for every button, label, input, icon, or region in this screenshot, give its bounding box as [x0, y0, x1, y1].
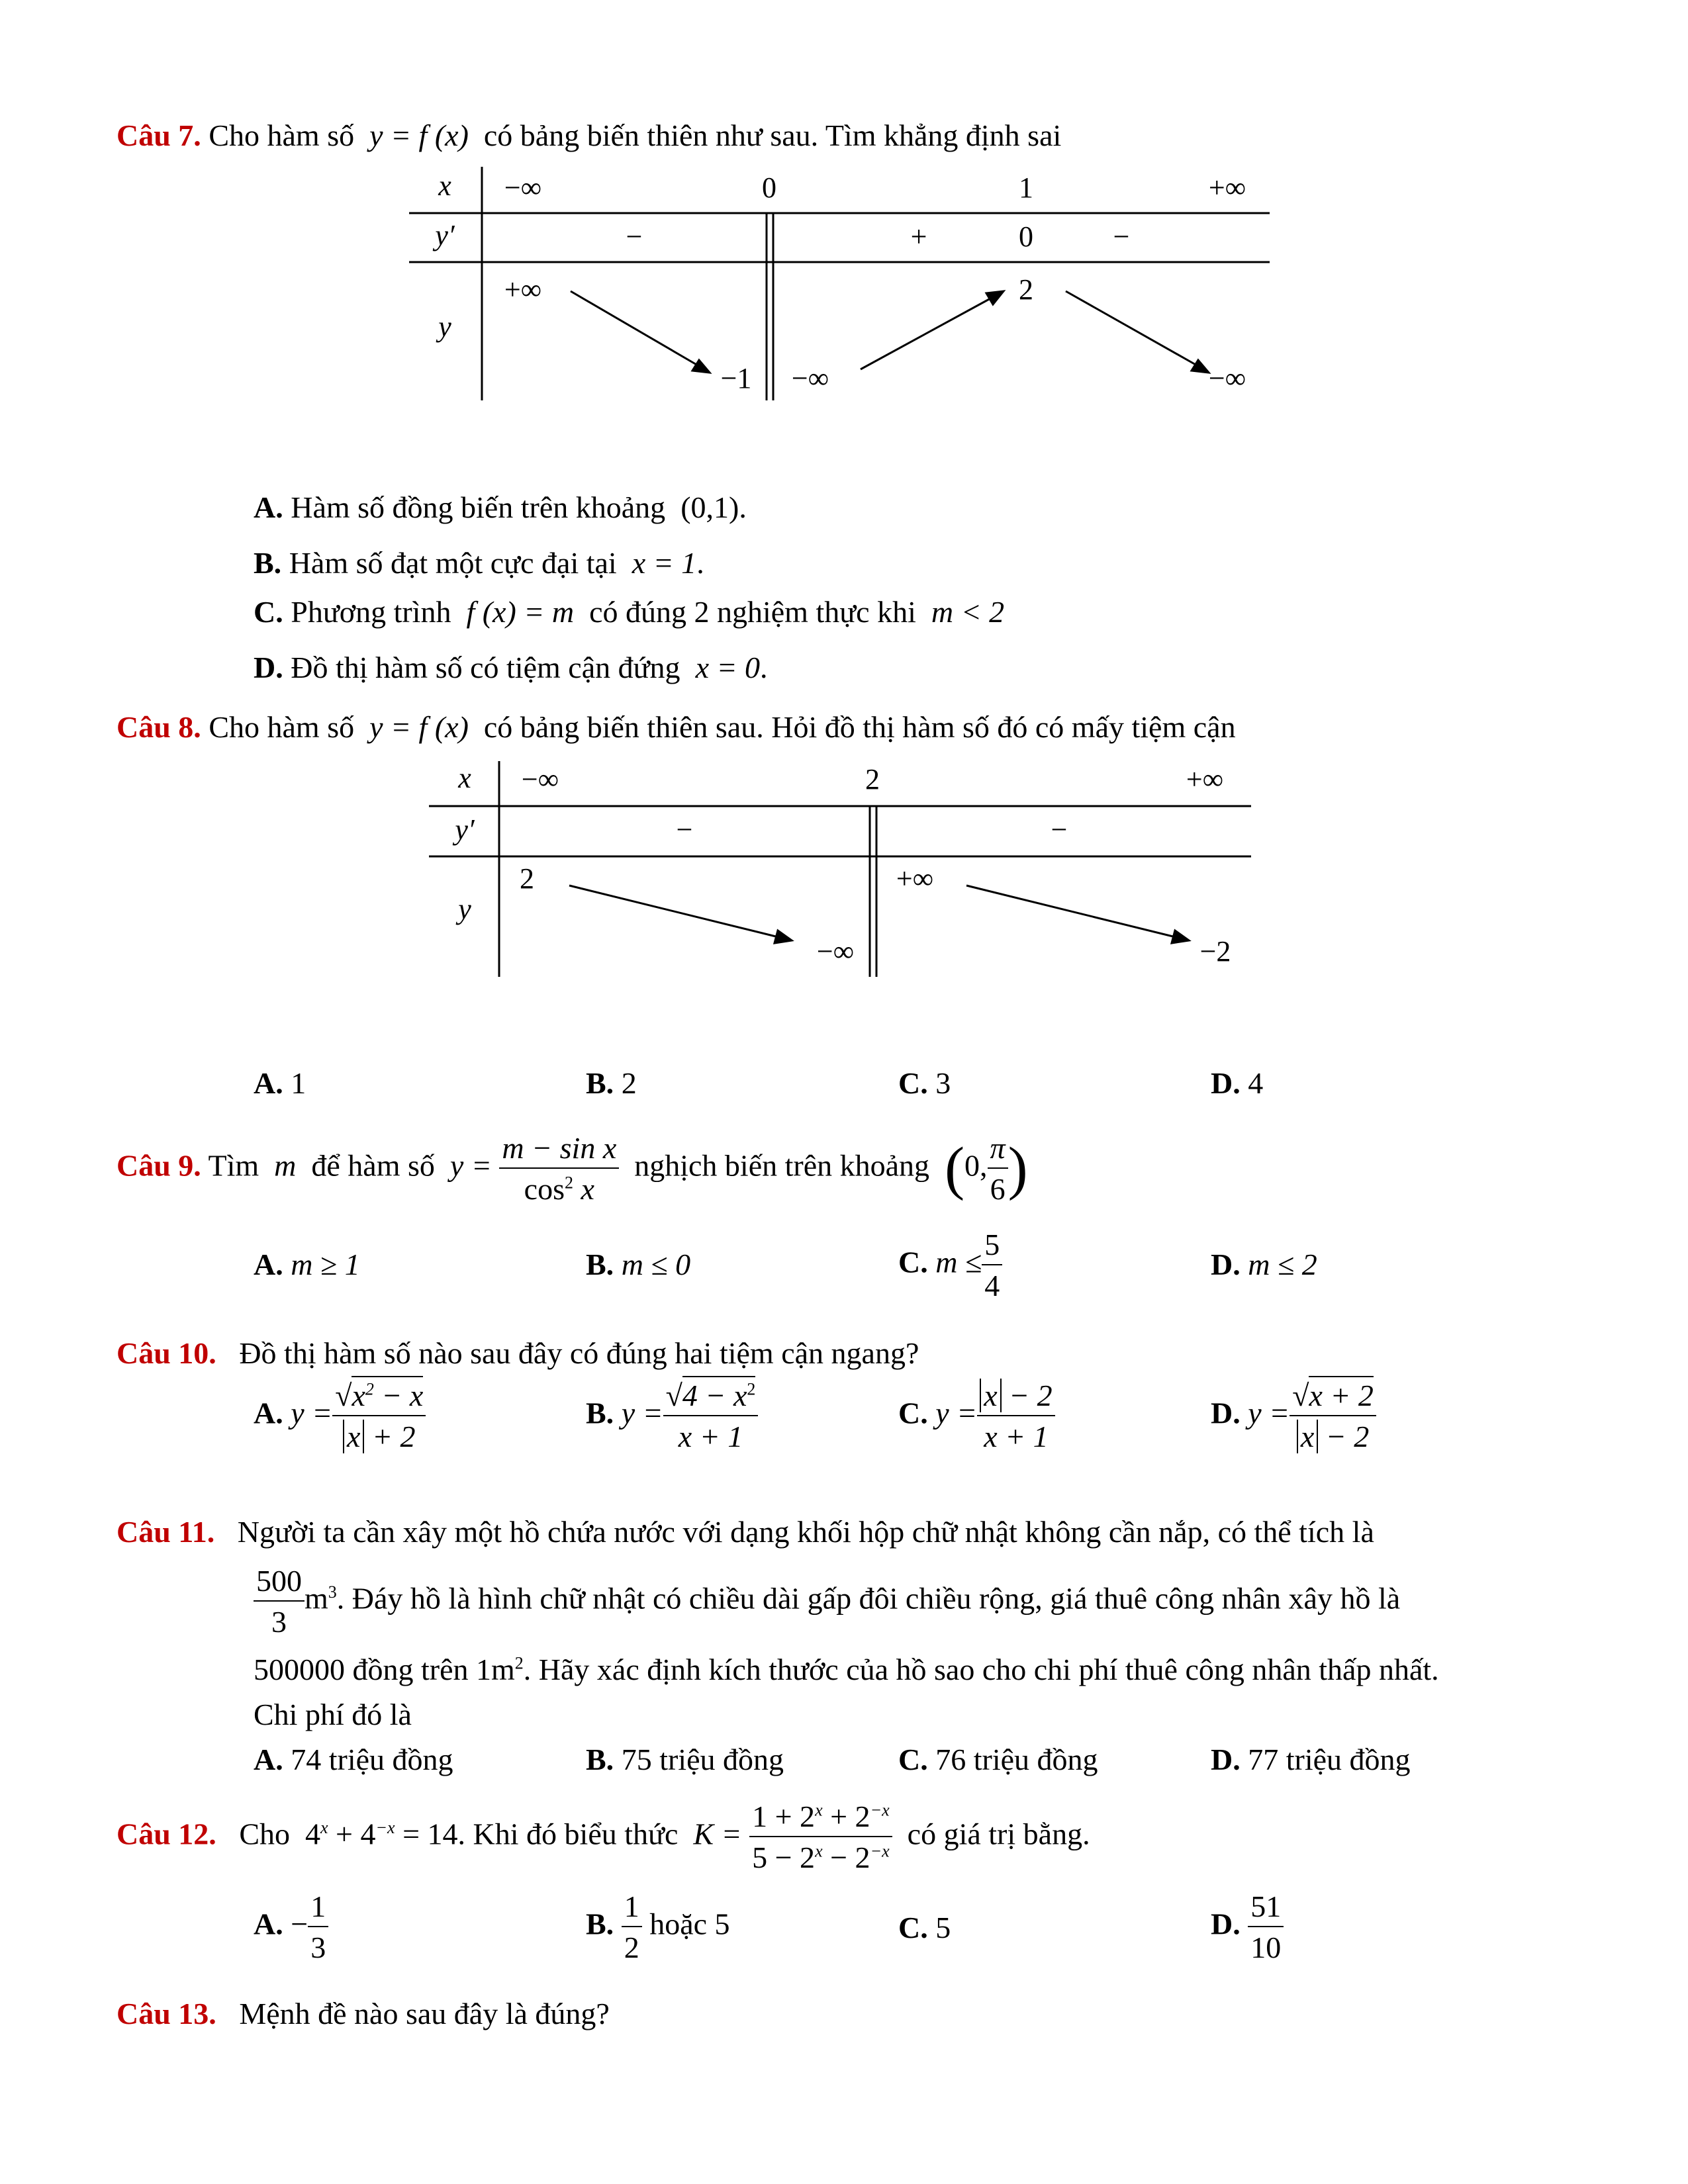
q10-stem: Câu 10. Đồ thị hàm số nào sau đây có đúng hai tiệm cận ngang? — [117, 1336, 919, 1370]
q8-yprime-sign: − — [1051, 813, 1068, 846]
q7-x-val: −∞ — [504, 171, 542, 204]
q7-y-val: +∞ — [504, 273, 542, 306]
q13-label: Câu 13. — [117, 1997, 216, 2030]
q8-yprime-sign: − — [676, 813, 693, 846]
q8-row-yprime: y′ — [455, 813, 475, 846]
q7-y-val: −1 — [720, 362, 752, 394]
q8-row-x: x — [458, 762, 471, 794]
q8-option-b[interactable]: B. 2 — [586, 1066, 637, 1100]
q9-option-c[interactable]: C. m ≤ $\frac{5}{4}$ — [898, 1230, 1002, 1301]
q12-option-b[interactable]: B. $\frac{1}{2}$ hoặc 5 — [586, 1889, 730, 1964]
q8-y-val: −∞ — [816, 935, 855, 968]
q7-x-val: +∞ — [1208, 171, 1246, 204]
q8-arrows — [569, 886, 1189, 943]
q8-x-val: 2 — [865, 763, 880, 796]
q7-option-d[interactable]: D. Đồ thị hàm số có tiệm cận đứng x = 0. — [254, 651, 768, 684]
q12-option-a[interactable]: A. − $\frac{1}{3}$ — [254, 1891, 328, 1963]
q8-variation-table — [0, 728, 1688, 1006]
q9-fraction: $\frac{\text{m − sin x}}{\cos^2 x}$ — [499, 1133, 619, 1205]
q11-option-d[interactable]: D. 77 triệu đồng — [1211, 1743, 1411, 1776]
q9-option-a[interactable]: A. m ≥ 1 — [254, 1248, 360, 1281]
q7-label: Câu 7. — [117, 118, 201, 152]
q7-yprime-sign: + — [910, 220, 927, 253]
q8-y-val: +∞ — [896, 862, 934, 895]
q8-option-a[interactable]: A. 1 — [254, 1066, 306, 1100]
q12-option-d[interactable]: D. $\frac{51}{10}$ — [1211, 1891, 1284, 1963]
q7-option-b[interactable]: B. Hàm số đạt một cực đại tại x = 1. — [254, 546, 704, 580]
q7-y-val: −∞ — [791, 362, 829, 394]
q12-label: Câu 12. — [117, 1817, 216, 1851]
q12-stem: Câu 12. Cho $4^x + 4^{-x} = 14$. Khi đó biểu thức K = $\frac{1 + 2^x + 2^{-x}}{5 - 2^x - 2^{-x}}$ có giá trị bằng. — [117, 1799, 1090, 1874]
q9-stem: Câu 9. Tìm m để hàm số y = $\frac{\text{m − sin x}}{\cos^2 x}$ nghịch biến trên khoảng (0, $\frac{\pi}{6}$ ) — [117, 1131, 1028, 1206]
q7-y-val: −∞ — [1208, 362, 1246, 394]
q11-label: Câu 11. — [117, 1515, 215, 1549]
q11-stem: Câu 11. Người ta cần xây một hồ chứa nước với dạng khối hộp chữ nhật không cần nắp, có thể tích là — [117, 1515, 1374, 1549]
q8-row-y: y — [458, 893, 471, 925]
q7-row-y: y — [438, 310, 451, 343]
q12-fraction: $\frac{1 + 2^x + 2^{-x}}{5 - 2^x - 2^{-x}}$ — [749, 1801, 892, 1873]
q8-stem: Câu 8. Cho hàm số y = f (x) có bảng biến thiên sau. Hỏi đồ thị hàm số đó có mấy tiệm cận — [117, 710, 1236, 744]
q7-option-c[interactable]: C. Phương trình f (x) = m có đúng 2 nghiệm thực khi m < 2 — [254, 595, 1005, 629]
q7-y-val: 2 — [1019, 273, 1033, 306]
q7-x-val: 1 — [1019, 171, 1033, 204]
q10-label: Câu 10. — [117, 1336, 216, 1370]
q11-line4: Chi phí đó là — [254, 1698, 412, 1731]
q10-option-b[interactable]: B. y = $\frac{√4 - x^2}{x + 1}$ — [586, 1381, 758, 1452]
q7-arrows — [571, 291, 1209, 373]
q8-y-val: 2 — [520, 862, 534, 895]
q11-option-a[interactable]: A. 74 triệu đồng — [254, 1743, 453, 1776]
q7-yprime-sign: − — [1113, 220, 1130, 253]
q11-option-c[interactable]: C. 76 triệu đồng — [898, 1743, 1098, 1776]
q7-yprime-sign: − — [626, 220, 643, 253]
q8-x-val: −∞ — [521, 763, 559, 796]
q7-option-a[interactable]: A. Hàm số đồng biến trên khoảng (0,1). — [254, 490, 747, 524]
q10-option-d[interactable]: D. y = $\frac{√x + 2}{x - 2}$ — [1211, 1381, 1376, 1452]
q9-option-d[interactable]: D. m ≤ 2 — [1211, 1248, 1317, 1281]
q10-option-c[interactable]: C. y = $\frac{x - 2}{x + 1}$ — [898, 1381, 1055, 1452]
q11-line3: 500000 đồng trên $1m^2$. Hãy xác định kích thước của hồ sao cho chi phí thuê công nhân thấp nhất. — [254, 1653, 1439, 1686]
q8-option-c[interactable]: C. 3 — [898, 1066, 951, 1100]
q8-x-val: +∞ — [1186, 763, 1224, 796]
q11-line2: $\frac{500}{3}$ $m^3$. Đáy hồ là hình chữ nhật có chiều dài gấp đôi chiều rộng, giá thuê công nhân xây hồ là — [254, 1566, 1400, 1637]
q11-option-b[interactable]: B. 75 triệu đồng — [586, 1743, 784, 1776]
q9-label: Câu 9. — [117, 1148, 201, 1183]
q9-interval-fraction: $\frac{\pi}{6}$ — [988, 1133, 1008, 1205]
q7-stem: Câu 7. Cho hàm số y = f (x) có bảng biến thiên như sau. Tìm khẳng định sai — [117, 118, 1062, 152]
q12-option-c[interactable]: C. 5 — [898, 1911, 951, 1944]
q7-row-yprime: y′ — [435, 219, 455, 251]
q7-yprime-sign: 0 — [1019, 220, 1033, 253]
q7-row-x: x — [438, 169, 451, 202]
q8-y-val: −2 — [1199, 935, 1231, 968]
q8-label: Câu 8. — [117, 710, 201, 744]
q9-option-b[interactable]: B. m ≤ 0 — [586, 1248, 691, 1281]
q8-option-d[interactable]: D. 4 — [1211, 1066, 1264, 1100]
q7-x-val: 0 — [762, 171, 776, 204]
q13-stem: Câu 13. Mệnh đề nào sau đây là đúng? — [117, 1997, 610, 2030]
q7-variation-table — [0, 0, 1688, 477]
q10-option-a[interactable]: A. y = $\frac{√x^2 - x}{x + 2}$ — [254, 1381, 426, 1452]
